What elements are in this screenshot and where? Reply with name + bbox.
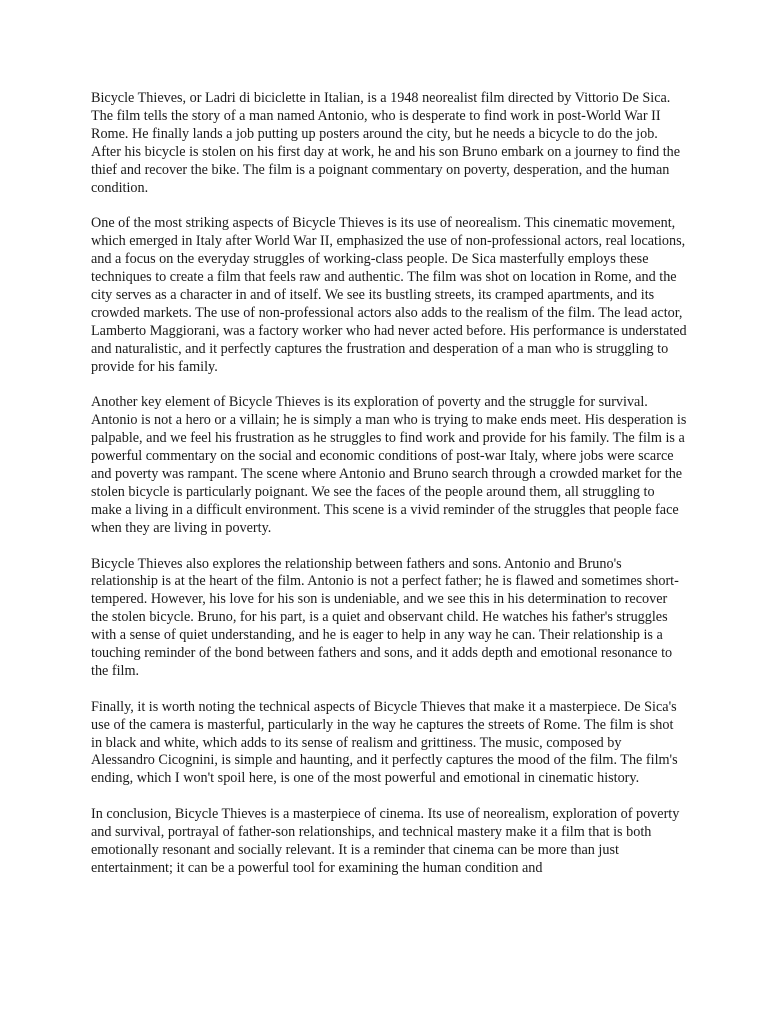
paragraph-technical: Finally, it is worth noting the technical aspects of Bicycle Thieves that make it a masterpiece. De Sica's use of the camera is masterful, particularly in the way he captures the streets of Rome. The film is shot in black and white, which adds to its sense of realism and grittiness. The music, composed by Alessandro Cicognini, is simple and haunting, and it perfectly captures the mood of the film. The film's ending, which I won't spoil here, is one of the most powerful and emotional in cinematic history. xyxy=(91,698,678,787)
paragraph-conclusion: In conclusion, Bicycle Thieves is a masterpiece of cinema. Its use of neorealism, exploration of poverty and survival, portrayal of father-son relationships, and technical mastery make it a film that is both emotionally resonant and socially relevant. It is a reminder that cinema can be more than just entertainment; it can be a powerful tool for examining the human condition and xyxy=(91,806,680,876)
paragraph-fathers-sons: Bicycle Thieves also explores the relationship between fathers and sons. Antonio and Bruno's relationship is at the heart of the film. Antonio is not a perfect father; he is flawed and sometimes short-tempered. However, his love for his son is undeniable, and we see this in his determination to recover the stolen bicycle. Bruno, for his part, is a quiet and observant child. He watches his father's struggles with a sense of quiet understanding, and he is eager to help in any way he can. Their relationship is a touching reminder of the bond between fathers and sons, and it adds depth and emotional resonance to the film. xyxy=(91,555,679,679)
paragraph-intro: Bicycle Thieves, or Ladri di biciclette in Italian, is a 1948 neorealist film directed by Vittorio De Sica. The film tells the story of a man named Antonio, who is desperate to find work in post-World War II Rome. He finally lands a job putting up posters around the city, but he needs a bicycle to do the job. After his bicycle is stolen on his first day at work, he and his son Bruno embark on a journey to find the thief and recover the bike. The film is a poignant commentary on poverty, desperation, and the human condition. xyxy=(91,90,681,196)
document-body xyxy=(91,90,687,878)
paragraph-neorealism: One of the most striking aspects of Bicycle Thieves is its use of neorealism. This cinematic movement, which emerged in Italy after World War II, emphasized the use of non-professional actors, real locations, and a focus on the everyday struggles of working-class people. De Sica masterfully employs these techniques to create a film that feels raw and authentic. The film was shot on location in Rome, and the city serves as a character in and of itself. We see its bustling streets, its cramped apartments, and its crowded markets. The use of non-professional actors also adds to the realism of the film. The lead actor, Lamberto Maggiorani, was a factory worker who had never acted before. His performance is understated and naturalistic, and it perfectly captures the frustration and desperation of a man who is struggling to provide for his family. xyxy=(91,215,687,375)
paragraph-poverty: Another key element of Bicycle Thieves is its exploration of poverty and the struggle for survival. Antonio is not a hero or a villain; he is simply a man who is trying to make ends meet. His desperation is palpable, and we feel his frustration as he struggles to find work and provide for his family. The film is a powerful commentary on the social and economic conditions of post-war Italy, where jobs were scarce and poverty was rampant. The scene where Antonio and Bruno search through a crowded market for the stolen bicycle is particularly poignant. We see the faces of the people around them, all struggling to make a living in a difficult environment. This scene is a vivid reminder of the struggles that people face when they are living in poverty. xyxy=(91,394,687,536)
